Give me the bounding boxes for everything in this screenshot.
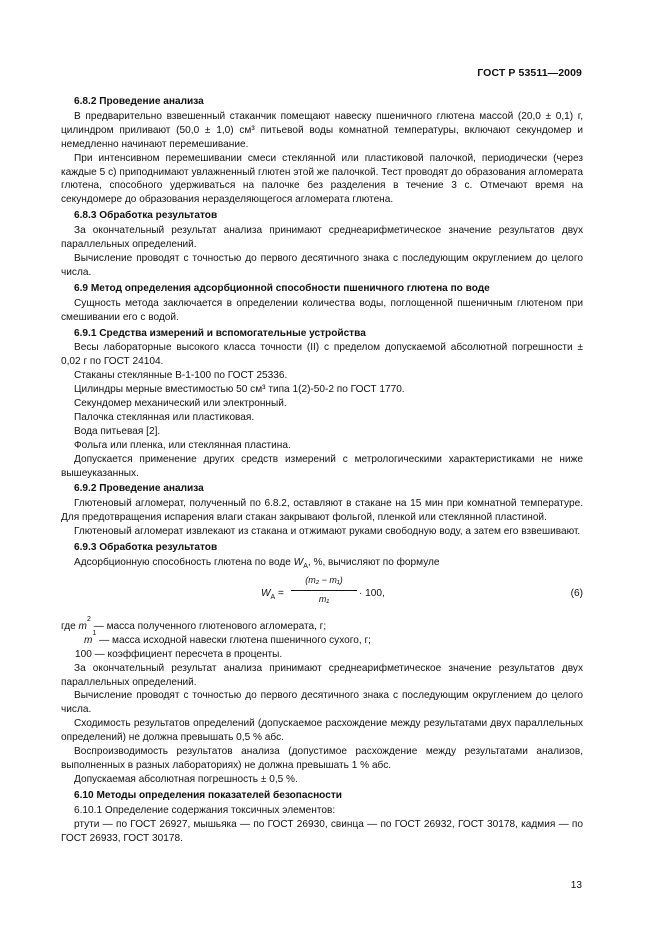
formula-intro-var: W (293, 557, 304, 568)
legend-symbol-sub: 2 (86, 615, 91, 623)
document-body (61, 95, 583, 845)
paragraph: Воспроизводимость результатов анализа (допустимое расхождение между результатами анализов, выполненных в разных лабораториях) не должна превышать 1 % абс. (61, 746, 583, 771)
formula-intro-text: Адсорбционную способность глютена по воде (74, 557, 291, 568)
section-heading: 6.8.2 Проведение анализа (74, 96, 204, 107)
paragraph: За окончательный результат анализа принимают среднеарифметическое значение результатов двух параллельных определений. (61, 662, 583, 688)
paragraph: Допускаемая абсолютная погрешность ± 0,5 %. (74, 773, 298, 785)
formula-denominator: m₁ (318, 593, 330, 604)
formula-number: (6) (570, 587, 583, 599)
paragraph: Вычисление проводят с точностью до первого десятичного знака с последующим округлением до целого числа. (61, 252, 583, 278)
legend-text: — коэффициент пересчета в проценты. (94, 648, 283, 660)
legend-text: — масса полученного глютенового агломерата, г; (93, 620, 327, 632)
section-heading: 6.8.3 Обработка результатов (74, 210, 218, 222)
section-heading: 6.9.2 Проведение анализа (74, 483, 204, 495)
formula-6 (61, 574, 583, 614)
formula-numerator: (m₂ − m₁) (291, 574, 357, 591)
legend-indent (61, 634, 84, 648)
section-heading: 6.10 Методы определения показателей безопасности (74, 789, 342, 801)
legend-symbol: m (84, 634, 93, 646)
list-item: Палочка стеклянная или пластиковая. (74, 411, 255, 423)
formula-intro-end: , %, вычисляют по формуле (307, 557, 440, 568)
paragraph: Сущность метода заключается в определении количества воды, поглощенной пшеничным глютеном при смешивании его с водой. (61, 297, 583, 323)
legend-row (61, 615, 583, 634)
paragraph: 6.10.1 Определение содержания токсичных элементов: (74, 804, 336, 816)
list-item: Допускается применение других средств измерений с метрологическими характеристиками не ниже вышеуказанных. (61, 453, 583, 479)
section-heading: 6.9.3 Обработка результатов (74, 542, 218, 554)
paragraph: При интенсивном перемешивании смеси стеклянной или пластиковой палочкой, периодически (через каждые 5 с) приподнимают увлажненный глютен этой же палочкой. Тест проводят до образования агломерата глютена, способного удерживаться на палочке без разделения в течение 3 с. Отмечают время на секундомере до образования неразделяющегося агломерата глютена. (61, 152, 583, 206)
formula-lhs-sub: A (270, 593, 276, 601)
formula-lhs (261, 587, 284, 601)
formula-fraction (291, 574, 357, 607)
paragraph: ртути — по ГОСТ 26927, мышьяка — по ГОСТ 26930, свинца — по ГОСТ 26932, ГОСТ 30178, кадмия — по ГОСТ 26933, ГОСТ 30178. (61, 818, 583, 844)
legend-symbol-sub: 1 (92, 629, 97, 637)
page-number: 13 (570, 880, 582, 891)
formula-intro (61, 556, 583, 570)
legend-row (61, 629, 583, 648)
formula-intro-sub: A (303, 563, 308, 571)
section-heading: 6.9.1 Средства измерений и вспомогательные устройства (74, 327, 366, 339)
formula-legend (61, 615, 583, 662)
paragraph: В предварительно взвешенный стаканчик помещают навеску пшеничного глютена массой (20,0 ± 0,1) г, цилиндром приливают (50,0 ± 1,0) см³ питьевой воды комнатной температуры, включают секундомер и немедленно начинают перемешивание. (61, 110, 583, 150)
section-heading: 6.9 Метод определения адсорбционной способности пшеничного глютена по воде (74, 282, 490, 294)
list-item: Секундомер механический или электронный. (74, 398, 287, 410)
formula-rest: · 100, (359, 587, 385, 599)
legend-prefix: где (61, 620, 76, 632)
list-item: Стаканы стеклянные В-1-100 по ГОСТ 25336. (74, 370, 288, 382)
paragraph: Сходимость результатов определений (допускаемое расхождение между результатами двух параллельных определений) не должна превышать 0,5 % абс. (61, 718, 583, 744)
legend-text: — масса исходной навески глютена пшеничного сухого, г; (99, 634, 371, 646)
list-item: Весы лабораторные высокого класса точности (II) с пределом допускаемой абсолютной погрешности ± 0,02 г по ГОСТ 24104. (61, 342, 583, 368)
document-header: ГОСТ Р 53511—2009 (477, 67, 582, 79)
list-item: Фольга или пленка, или стеклянная пластина. (74, 439, 291, 451)
formula-lhs-var: W (261, 587, 271, 599)
legend-symbol: 100 (75, 648, 92, 660)
list-item: Цилиндры мерные вместимостью 50 см³ типа 1(2)-50-2 по ГОСТ 1770. (74, 384, 405, 396)
paragraph: Глютеновый агломерат, полученный по 6.8.2, оставляют в стакане на 15 мин при комнатной температуре. Для предотвращения испарения влаги стакан закрывают фольгой, пленкой или стеклянной пластиной. (61, 498, 583, 524)
legend-indent (61, 648, 75, 662)
formula-equals: = (278, 587, 284, 599)
legend-symbol: m (78, 620, 87, 632)
paragraph: Вычисление проводят с точностью до первого десятичного знака с последующим округлением до целого числа. (61, 690, 583, 716)
paragraph: За окончательный результат анализа принимают среднеарифметическое значение результатов двух параллельных определений. (61, 225, 583, 251)
legend-row (61, 648, 583, 662)
list-item: Вода питьевая [2]. (74, 425, 161, 437)
paragraph: Глютеновый агломерат извлекают из стакана и отжимают руками свободную воду, а затем его взвешивают. (74, 526, 581, 538)
